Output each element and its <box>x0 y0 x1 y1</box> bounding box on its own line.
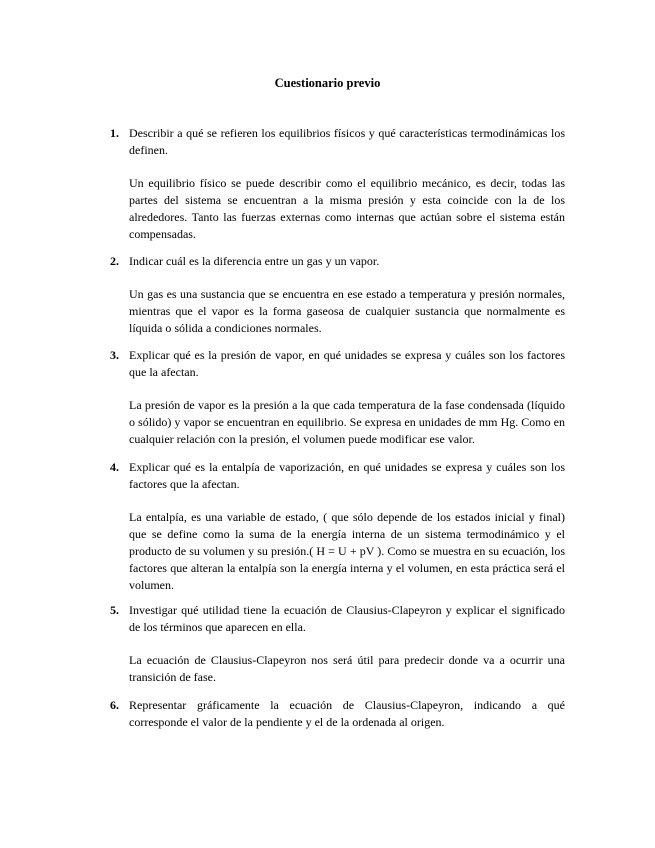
answer-text: Un gas es una sustancia que se encuentra en ese estado a temperatura y presión normales, mientras que el vapor es la forma gaseosa de cualquier sustancia que normalmente es líquida o sólida a condiciones normales. <box>129 287 565 335</box>
question-number: 2. <box>110 254 119 268</box>
question-text: Representar gráficamente la ecuación de Clausius-Clapeyron, indicando a qué corresponde el valor de la pendiente y el de la ordenada al origen. <box>129 698 565 729</box>
page-title: Cuestionario previo <box>274 76 381 90</box>
question-item-4 <box>110 459 565 594</box>
answer-text: Un equilibrio físico se puede describir como el equilibrio mecánico, es decir, todas las partes del sistema se encuentran a la misma presión y esta coincide con la de los alrededores. Tanto las fuerzas externas como internas que actúan sobre el sistema están compensadas. <box>129 176 565 241</box>
question-text: Indicar cuál es la diferencia entre un gas y un vapor. <box>129 254 380 268</box>
answer-text: La ecuación de Clausius-Clapeyron nos será útil para predecir donde va a ocurrir una transición de fase. <box>129 653 565 684</box>
question-item-6 <box>110 697 565 731</box>
question-item-5 <box>110 602 565 686</box>
question-item-3 <box>110 347 565 448</box>
question-number: 6. <box>110 698 119 712</box>
question-number: 4. <box>110 460 119 474</box>
answer-text: La presión de vapor es la presión a la que cada temperatura de la fase condensada (líquido o sólido) y vapor se encuentran en equilibrio. Se expresa en unidades de mm Hg. Como en cualquier relación con la presión, el volumen puede modificar ese valor. <box>129 398 565 446</box>
question-text: Explicar qué es la entalpía de vaporización, en qué unidades se expresa y cuáles son los factores que la afectan. <box>129 460 565 491</box>
question-text: Explicar qué es la presión de vapor, en qué unidades se expresa y cuáles son los factores que la afectan. <box>129 348 565 379</box>
question-number: 1. <box>110 126 119 140</box>
question-item-1 <box>110 125 565 243</box>
question-text: Describir a qué se refieren los equilibrios físicos y qué características termodinámicas los definen. <box>129 126 565 157</box>
question-item-2 <box>110 253 565 337</box>
question-text: Investigar qué utilidad tiene la ecuación de Clausius-Clapeyron y explicar el significado de los términos que aparecen en ella. <box>129 603 565 634</box>
question-number: 5. <box>110 603 119 617</box>
question-number: 3. <box>110 348 119 362</box>
answer-text: La entalpía, es una variable de estado, ( que sólo depende de los estados inicial y final) que se define como la suma de la energía interna de un sistema termodinámico y el producto de su volumen y su presión.( H = U + pV ). Como se muestra en su ecuación, los factores que alteran la entalpía son la energía interna y el volumen, en esta práctica será el volumen. <box>129 510 565 592</box>
